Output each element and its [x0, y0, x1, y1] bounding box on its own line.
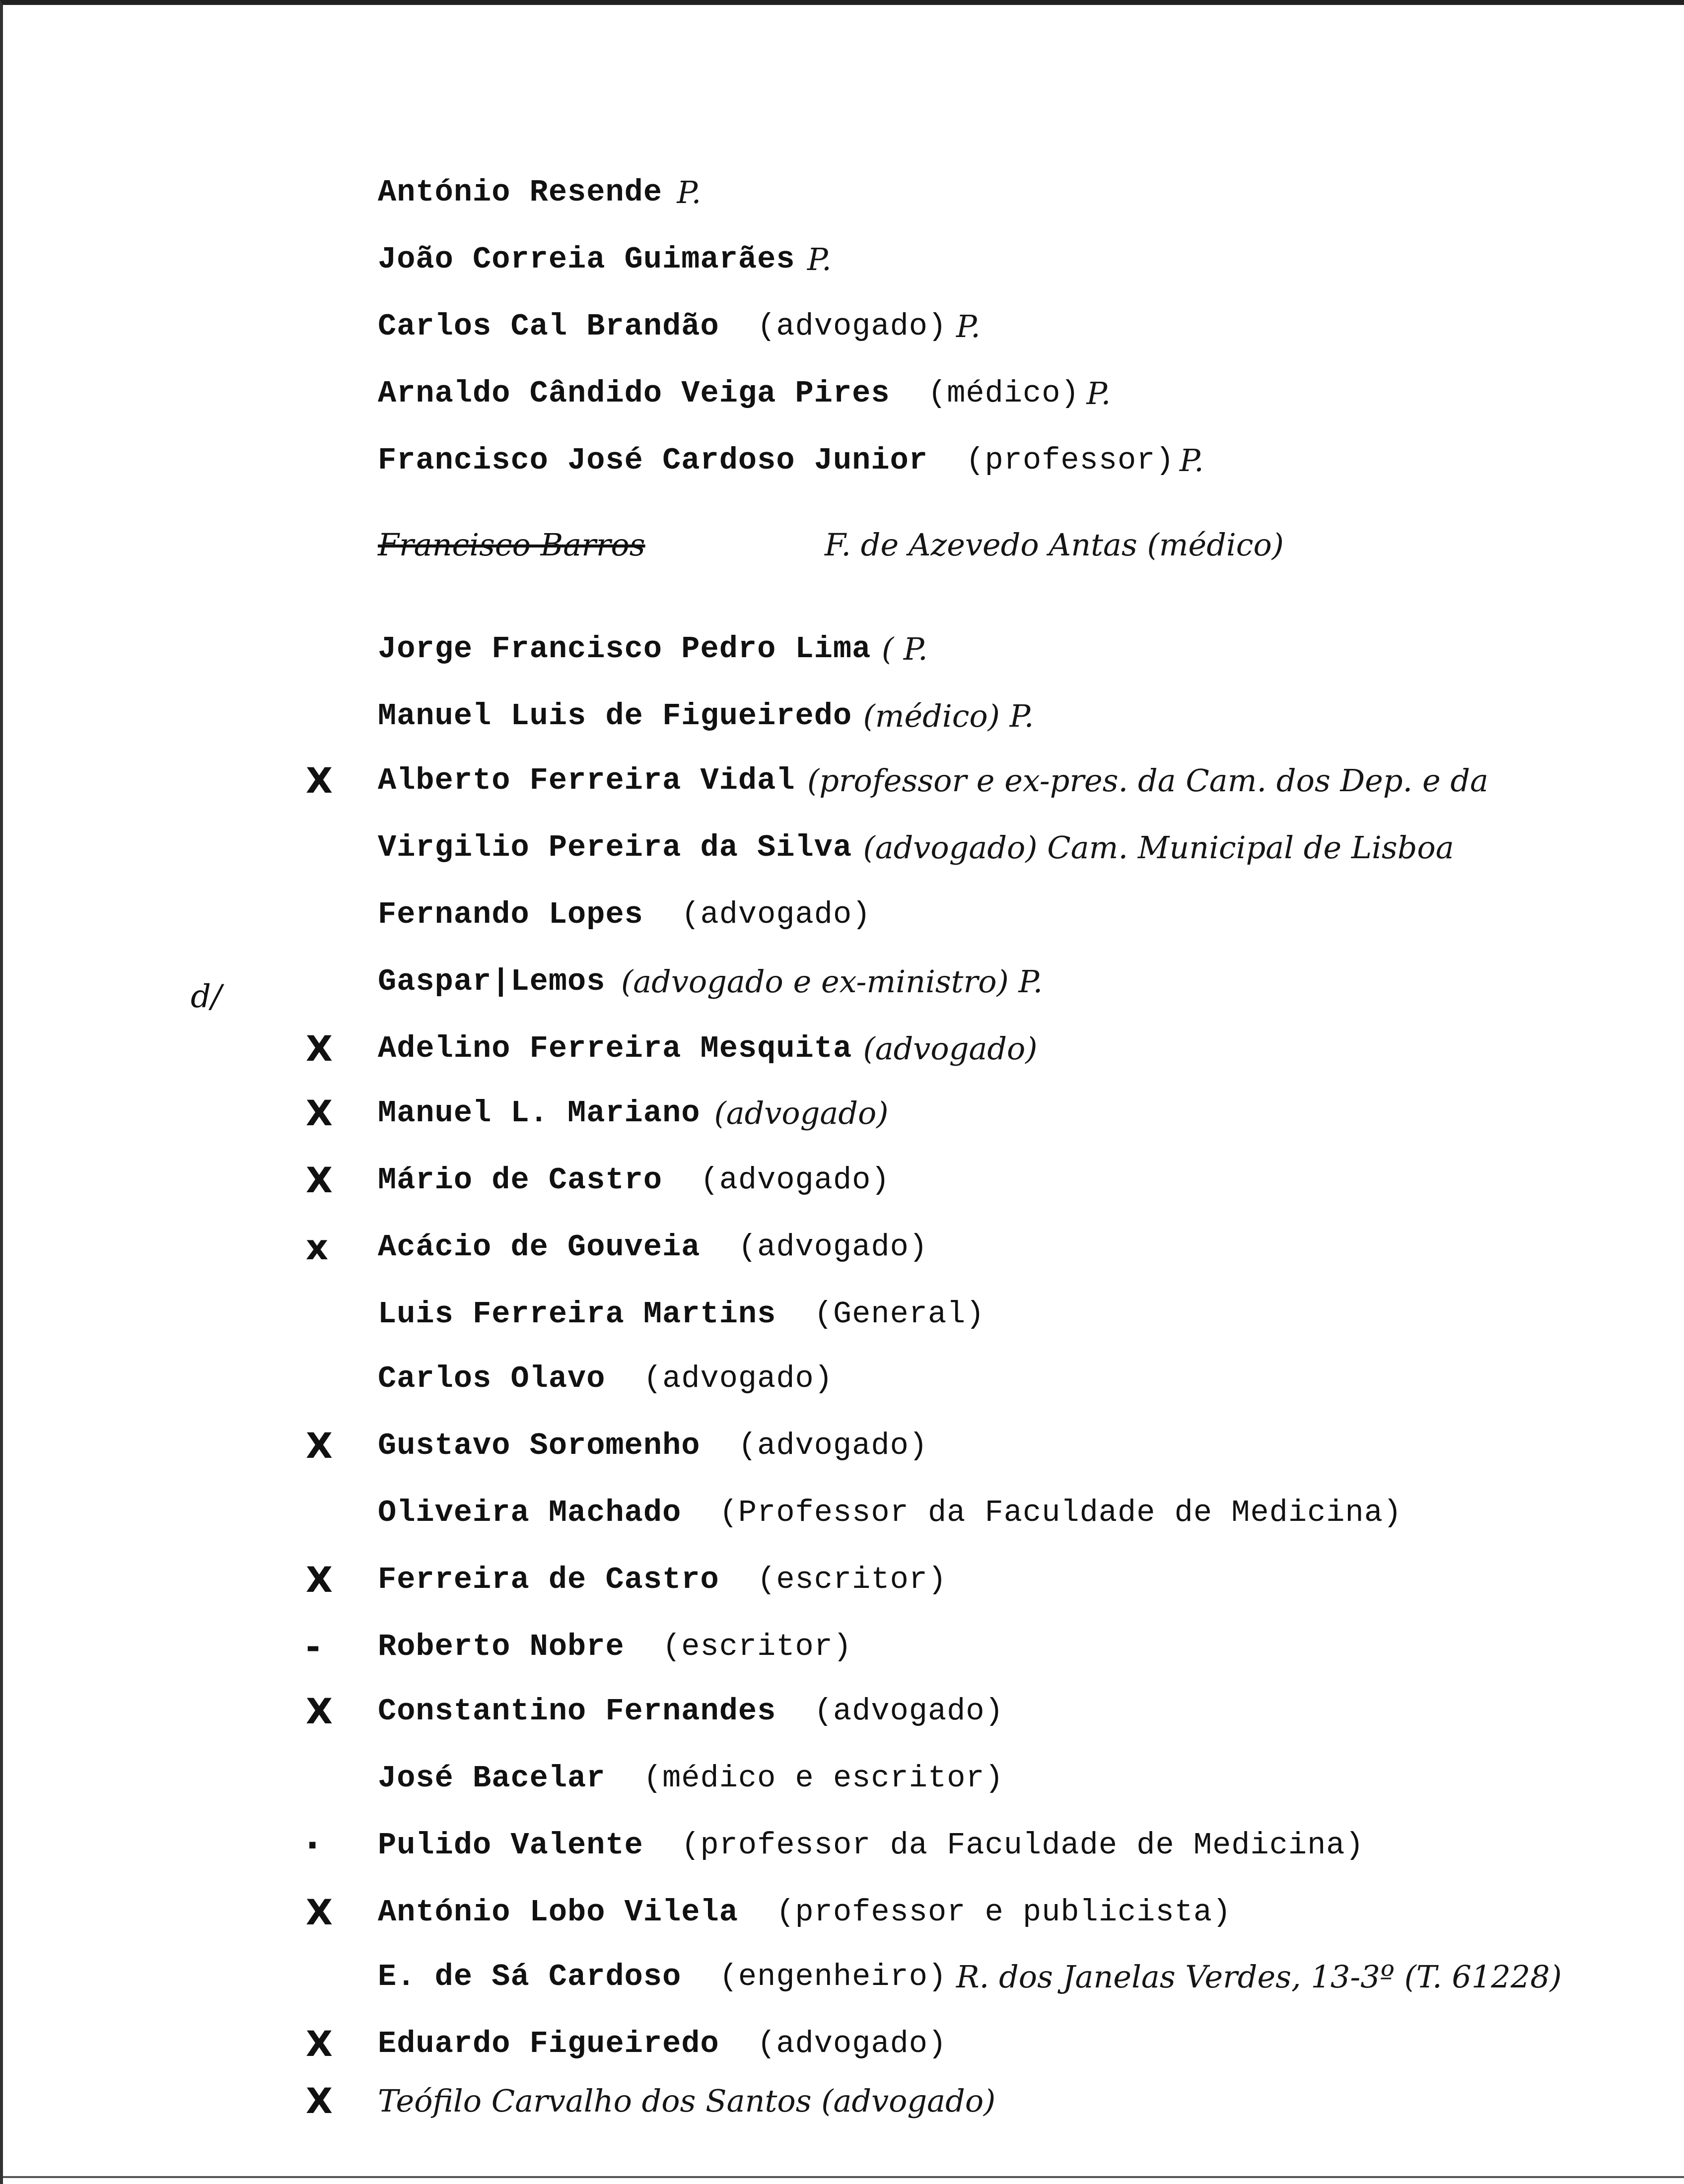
person-name	[378, 824, 852, 872]
list-entry	[3, 1422, 1684, 1470]
list-entry	[3, 757, 1684, 805]
name-text: Alberto Ferreira Vidal	[378, 763, 795, 798]
handwritten-note: (advogado) Cam. Municipal de Lisboa	[863, 829, 1454, 866]
name-text: José Bacelar	[378, 1761, 606, 1796]
name-text: Carlos Cal Brandão	[378, 309, 719, 344]
name-text: Jorge Francisco Pedro Lima	[378, 631, 871, 667]
tick-mark: X	[306, 1892, 333, 1933]
list-entry	[3, 1556, 1684, 1604]
list-entry	[3, 521, 1684, 569]
name-text: Oliveira Machado	[378, 1495, 682, 1530]
person-name	[378, 757, 795, 805]
tick-mark: X	[306, 1691, 333, 1732]
handwritten-note: (advogado)	[863, 1030, 1038, 1067]
list-entry	[3, 169, 1684, 216]
profession: (professor e publicista)	[738, 1895, 1232, 1930]
handwritten-note: (médico) P.	[863, 698, 1034, 734]
person-name	[378, 1025, 852, 1073]
handwritten-note: P.	[807, 241, 832, 277]
name-text: Virgilio Pereira da Silva	[378, 830, 852, 865]
profession: (professor da Faculdade de Medicina)	[643, 1828, 1364, 1863]
profession: (professor)	[927, 443, 1175, 478]
person-name	[378, 1489, 1402, 1537]
name-text: António Lobo Vilela	[378, 1895, 738, 1930]
tick-mark: X	[306, 1028, 333, 1069]
person-name	[378, 236, 795, 283]
name-text: Manuel Luis de Figueiredo	[378, 698, 852, 734]
name-text: Pulido Valente	[378, 1828, 643, 1863]
person-name	[378, 303, 947, 350]
person-name	[378, 891, 871, 939]
list-entry	[3, 236, 1684, 283]
person-name	[378, 169, 662, 216]
profession: (médico)	[890, 376, 1080, 411]
person-name	[378, 1889, 1231, 1936]
person-name	[378, 1556, 947, 1604]
tick-mark: X	[306, 2024, 333, 2064]
profession: (advogado)	[719, 2026, 947, 2061]
tick-mark: -	[306, 1627, 321, 1667]
handwritten-note: R. dos Janelas Verdes, 13-3º (T. 61228)	[956, 1959, 1562, 1995]
list-entry	[3, 1889, 1684, 1936]
name-text: Gustavo Soromenho	[378, 1428, 701, 1463]
list-entry	[3, 1224, 1684, 1271]
list-entry	[3, 1157, 1684, 1204]
list-entry	[3, 824, 1684, 872]
list-entry	[3, 1489, 1684, 1537]
name-text: Acácio de Gouveia	[378, 1229, 701, 1265]
person-name	[378, 1623, 852, 1671]
profession: (advogado)	[643, 897, 871, 932]
list-entry	[3, 2020, 1684, 2068]
person-name	[378, 1755, 1004, 1802]
name-text: Mário de Castro	[378, 1162, 663, 1198]
name-text: Eduardo Figueiredo	[378, 2026, 719, 2061]
profession: (advogado)	[776, 1694, 1004, 1729]
profession: (escritor)	[719, 1562, 947, 1597]
list-entry	[3, 437, 1684, 484]
handwritten-note: F. de Azevedo Antas (médico)	[825, 527, 1284, 563]
person-name	[378, 625, 871, 673]
person-name	[378, 1953, 947, 2001]
list-entry	[3, 625, 1684, 673]
person-name	[378, 1157, 890, 1204]
list-entry	[3, 891, 1684, 939]
list-entry	[3, 2077, 1684, 2125]
person-name	[378, 1822, 1364, 1869]
struck-name: Francisco Barros	[378, 527, 645, 563]
profession: (advogado)	[700, 1229, 928, 1265]
list-entry	[3, 1291, 1684, 1338]
person-name	[378, 370, 1080, 417]
list-entry	[3, 1355, 1684, 1403]
handwritten-note: (advogado)	[714, 1095, 889, 1131]
profession: (escritor)	[624, 1629, 852, 1664]
profession: (engenheiro)	[681, 1959, 947, 1994]
list-entry	[3, 303, 1684, 350]
name-text: Arnaldo Cândido Veiga Pires	[378, 376, 890, 411]
profession: (advogado)	[605, 1361, 833, 1396]
list-entry	[3, 1822, 1684, 1869]
name-text: Gaspar|Lemos	[378, 964, 606, 999]
handwritten-note: (advogado e ex-ministro) P.	[621, 963, 1043, 1000]
name-text: Adelino Ferreira Mesquita	[378, 1031, 852, 1066]
name-text: Carlos Olavo	[378, 1361, 606, 1396]
person-name	[378, 1422, 928, 1470]
profession: (médico e escritor)	[605, 1761, 1004, 1796]
person-name	[378, 1224, 928, 1271]
handwritten-note: P.	[956, 308, 981, 344]
person-name	[378, 1291, 985, 1338]
person-name	[378, 1090, 701, 1137]
profession: (Professor da Faculdade de Medicina)	[681, 1495, 1403, 1530]
name-text: Luis Ferreira Martins	[378, 1297, 776, 1332]
tick-mark: X	[306, 760, 333, 801]
tick-mark: X	[306, 1560, 333, 1600]
handwritten-note: Teófilo Carvalho dos Santos (advogado)	[378, 2083, 996, 2119]
handwritten-note: P.	[677, 174, 702, 210]
person-name	[378, 437, 1175, 484]
handwritten-note: P.	[1180, 442, 1204, 478]
list-entry	[3, 1953, 1684, 2001]
name-text: Manuel L. Mariano	[378, 1095, 701, 1131]
person-name	[378, 1688, 1004, 1735]
person-name	[378, 2020, 947, 2068]
tick-mark: x	[306, 1227, 329, 1268]
name-text: Constantino Fernandes	[378, 1694, 776, 1729]
list-entry	[3, 1755, 1684, 1802]
person-name	[378, 958, 605, 1006]
list-entry	[3, 370, 1684, 417]
name-text: Fernando Lopes	[378, 897, 643, 932]
handwritten-note: P.	[1086, 375, 1111, 411]
list-entry	[3, 1688, 1684, 1735]
tick-mark: ·	[306, 1825, 319, 1866]
profession: (advogado)	[700, 1428, 928, 1463]
handwritten-note: ( P.	[882, 631, 928, 667]
list-entry	[3, 1025, 1684, 1073]
person-name	[378, 1355, 833, 1403]
margin-annotation: d/	[191, 978, 222, 1015]
tick-mark: X	[306, 2081, 333, 2121]
name-text: E. de Sá Cardoso	[378, 1959, 682, 1994]
list-entry	[3, 958, 1684, 1006]
name-text: Francisco José Cardoso Junior	[378, 443, 928, 478]
list-entry	[3, 692, 1684, 740]
tick-mark: X	[306, 1093, 333, 1134]
person-name	[378, 692, 852, 740]
name-text: Roberto Nobre	[378, 1629, 625, 1664]
name-text: João Correia Guimarães	[378, 242, 795, 277]
tick-mark: X	[306, 1160, 333, 1201]
handwritten-note: (professor e ex-pres. da Cam. dos Dep. e da	[807, 762, 1489, 799]
list-entry	[3, 1623, 1684, 1671]
name-text: António Resende	[378, 175, 663, 210]
profession: (advogado)	[719, 309, 947, 344]
list-entry	[3, 1090, 1684, 1137]
page-bottom-edge	[3, 2176, 1684, 2178]
profession: (General)	[776, 1297, 985, 1332]
name-text: Ferreira de Castro	[378, 1562, 719, 1597]
tick-mark: X	[306, 1426, 333, 1466]
profession: (advogado)	[662, 1162, 890, 1198]
